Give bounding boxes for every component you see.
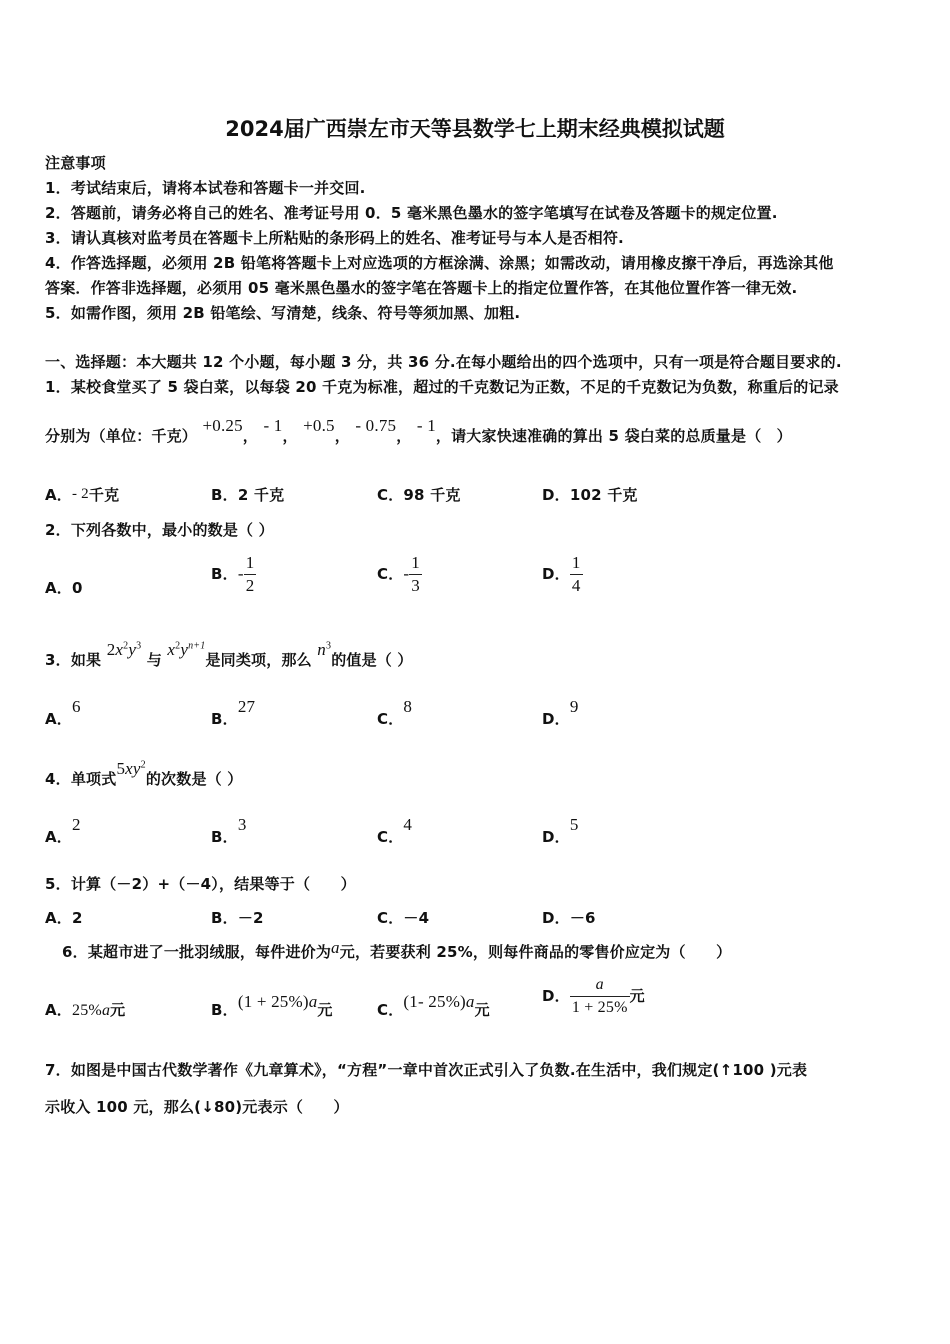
q1-tail: ，请大家快速准确的算出 5 袋白菜的总质量是（ ） <box>435 427 792 445</box>
question-1-stem: 1．某校食堂买了 5 袋白菜，以每袋 20 千克为标准，超过的千克数记为正数，不足的千克数记为负数，称重后的记录 <box>45 378 839 396</box>
q6-option-b: B．(1 + 25%)a元 <box>211 992 333 1019</box>
q4-option-d: D．5 <box>542 815 579 846</box>
q3-option-b: B．27 <box>211 697 256 728</box>
q5-option-d: D．－6 <box>542 909 596 927</box>
q2-option-d: D． $\frac{1}{4}$ <box>542 553 581 595</box>
q1-sep: ， <box>334 427 350 445</box>
q1-option-b: B．2 千克 <box>211 486 285 504</box>
question-4-stem: 4．单项式$5xy^2$的次数是（ ） <box>45 759 243 788</box>
q3-option-a: A．6 <box>45 697 81 728</box>
notice-item: 答案．作答非选择题，必须用 05 毫米黑色墨水的签字笔在答题卡上的指定位置作答，在其他位置作答一律无效. <box>45 279 798 297</box>
question-7-stem-line2: 示收入 100 元，那么(↓80)元表示（ ） <box>45 1098 349 1116</box>
q1-option-d: D．102 千克 <box>542 486 638 504</box>
q4-option-a: A．2 <box>45 815 81 846</box>
q1-value: - 0.75 <box>355 416 397 435</box>
notice-item: 2．答题前，请务必将自己的姓名、准考证号用 0．5 毫米黑色墨水的签字笔填写在试卷及答题卡的规定位置. <box>45 204 778 222</box>
q6-option-d: D． $\frac{a}{1 + 25\%}$ 元 <box>542 976 645 1016</box>
q2-option-b: B．- $\frac{1}{2}$ <box>211 553 255 595</box>
q1-option-c: C．98 千克 <box>377 486 461 504</box>
q1-value: - 1 <box>416 416 436 435</box>
q1-value: +0.25 <box>202 416 243 435</box>
notice-heading: 注意事项 <box>45 154 106 172</box>
section-heading: 一、选择题：本大题共 12 个小题，每小题 3 分，共 36 分.在每小题给出的四个选项中，只有一项是符合题目要求的. <box>45 353 842 371</box>
question-3-stem: 3．如果 $2x^2y^3$ 与 $x^2y^{n+1}$是同类项，那么 $n^3$的值是（ ） <box>45 640 413 669</box>
q5-option-a: A．2 <box>45 909 83 927</box>
q3-option-c: C．8 <box>377 697 413 728</box>
q2-option-c: C．- $\frac{1}{3}$ <box>377 553 420 595</box>
q1-value: +0.5 <box>303 416 335 435</box>
q5-option-c: C．－4 <box>377 909 430 927</box>
q1-sep: ， <box>396 427 412 445</box>
q1-lead: 分别为（单位：千克） <box>45 427 198 445</box>
question-2-stem: 2．下列各数中，最小的数是（ ） <box>45 521 274 539</box>
q1-option-a: A．- 2千克 <box>45 486 120 504</box>
question-6-stem: 6．某超市进了一批羽绒服，每件进价为a元，若要获利 25%，则每件商品的零售价应定为（ ） <box>62 938 732 961</box>
question-5-stem: 5．计算（－2）+（－4），结果等于（ ） <box>45 875 356 893</box>
notice-item: 1．考试结束后，请将本试卷和答题卡一并交回. <box>45 179 366 197</box>
notice-item: 4．作答选择题，必须用 2B 铅笔将答题卡上对应选项的方框涂满、涂黑；如需改动，请用橡皮擦干净后，再选涂其他 <box>45 254 834 272</box>
q5-option-b: B．－2 <box>211 909 264 927</box>
q3-option-d: D．9 <box>542 697 579 728</box>
notice-item: 3．请认真核对监考员在答题卡上所粘贴的条形码上的姓名、准考证号与本人是否相符. <box>45 229 624 247</box>
q4-option-c: C．4 <box>377 815 413 846</box>
question-1-stem-line2 <box>45 416 792 446</box>
q2-option-a: A．0 <box>45 579 83 597</box>
q4-option-b: B．3 <box>211 815 247 846</box>
q6-option-a: A．25%a元 <box>45 1001 126 1019</box>
q6-option-c: C．(1- 25%)a元 <box>377 992 490 1019</box>
q1-sep: ， <box>282 427 298 445</box>
q1-value: - 1 <box>263 416 283 435</box>
q1-sep: ， <box>242 427 258 445</box>
notice-item: 5．如需作图，须用 2B 铅笔绘、写清楚，线条、符号等须加黑、加粗. <box>45 304 521 322</box>
question-7-stem: 7．如图是中国古代数学著作《九章算术》，“方程”一章中首次正式引入了负数.在生活中，我们规定(↑100 )元表 <box>45 1061 808 1079</box>
page-title: 2024届广西崇左市天等县数学七上期末经典模拟试题 <box>225 117 725 141</box>
